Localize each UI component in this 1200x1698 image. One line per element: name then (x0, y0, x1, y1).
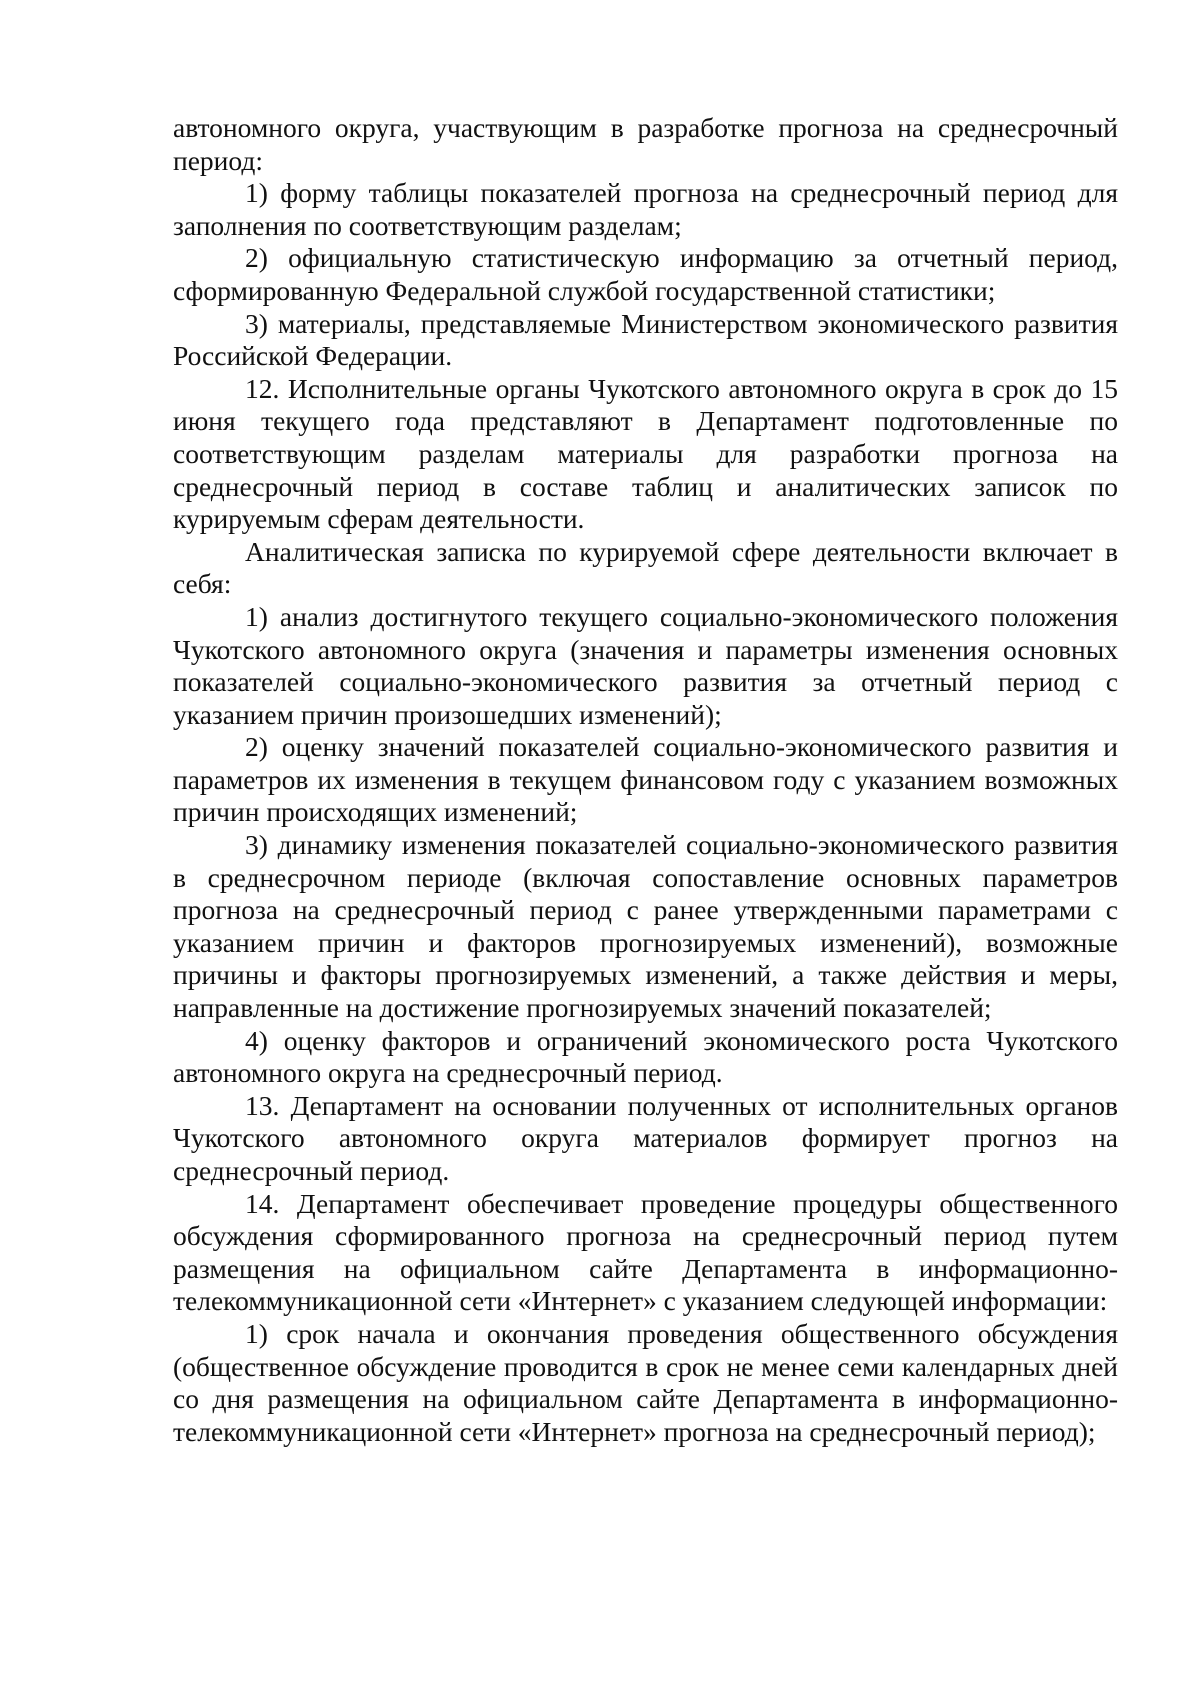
paragraph-item-2-statistics: 2) официальную статистическую информацию за отчетный период, сформированную Федеральной службой государственной статистики; (173, 242, 1118, 306)
paragraph-clause-13: 13. Департамент на основании полученных от исполнительных органов Чукотского автономного округа материалов формирует прогноз на среднесрочный период. (173, 1089, 1118, 1186)
paragraph-continuation: автономного округа, участвующим в разработке прогноза на среднесрочный период: (173, 112, 1118, 176)
paragraph-item-1-table-form: 1) форму таблицы показателей прогноза на среднесрочный период для заполнения по соответствующим разделам; (173, 177, 1118, 241)
paragraph-item-3-ministry-materials: 3) материалы, представляемые Министерством экономического развития Российской Федерации. (173, 307, 1118, 372)
document-body (173, 112, 1118, 1448)
paragraph-analytical-note: Аналитическая записка по курируемой сфере деятельности включает в себя: (173, 535, 1118, 600)
paragraph-note-item-3: 3) динамику изменения показателей социально-экономического развития в среднесрочном периоде (включая сопоставление основных параметров прогноза на среднесрочный период с ранее утвержденными параметрами с указанием причин и факторов прогнозируемых изменений), возможные причины и факторы прогнозируемых изменений, а также действия и меры, направленные на достижение прогнозируемых значений показателей; (173, 829, 1118, 1024)
paragraph-clause-12: 12. Исполнительные органы Чукотского автономного округа в срок до 15 июня текущего года представляют в Департамент подготовленные по соответствующим разделам материалы для разработки прогноза на среднесрочный период в составе таблиц и аналитических записок по курируемым сферам деятельности. (173, 372, 1118, 535)
paragraph-clause-14: 14. Департамент обеспечивает проведение процедуры общественного обсуждения сформированного прогноза на среднесрочный период путем размещения на официальном сайте Департамента в информационно-телекоммуникационной сети «Интернет» с указанием следующей информации: (173, 1187, 1118, 1317)
paragraph-note-item-1: 1) анализ достигнутого текущего социально-экономического положения Чукотского автономного округа (значения и параметры изменения основных показателей социально-экономического развития за отчетный период с указанием причин произошедших изменений); (173, 600, 1118, 730)
paragraph-note-item-4: 4) оценку факторов и ограничений экономического роста Чукотского автономного округа на среднесрочный период. (173, 1024, 1118, 1089)
paragraph-note-item-2: 2) оценку значений показателей социально-экономического развития и параметров их изменения в текущем финансовом году с указанием возможных причин происходящих изменений; (173, 731, 1118, 828)
paragraph-clause-14-item-1: 1) срок начала и окончания проведения общественного обсуждения (общественное обсуждение проводится в срок не менее семи календарных дней со дня размещения на официальном сайте Департамента в информационно-телекоммуникационной сети «Интернет» прогноза на среднесрочный период); (173, 1317, 1118, 1447)
